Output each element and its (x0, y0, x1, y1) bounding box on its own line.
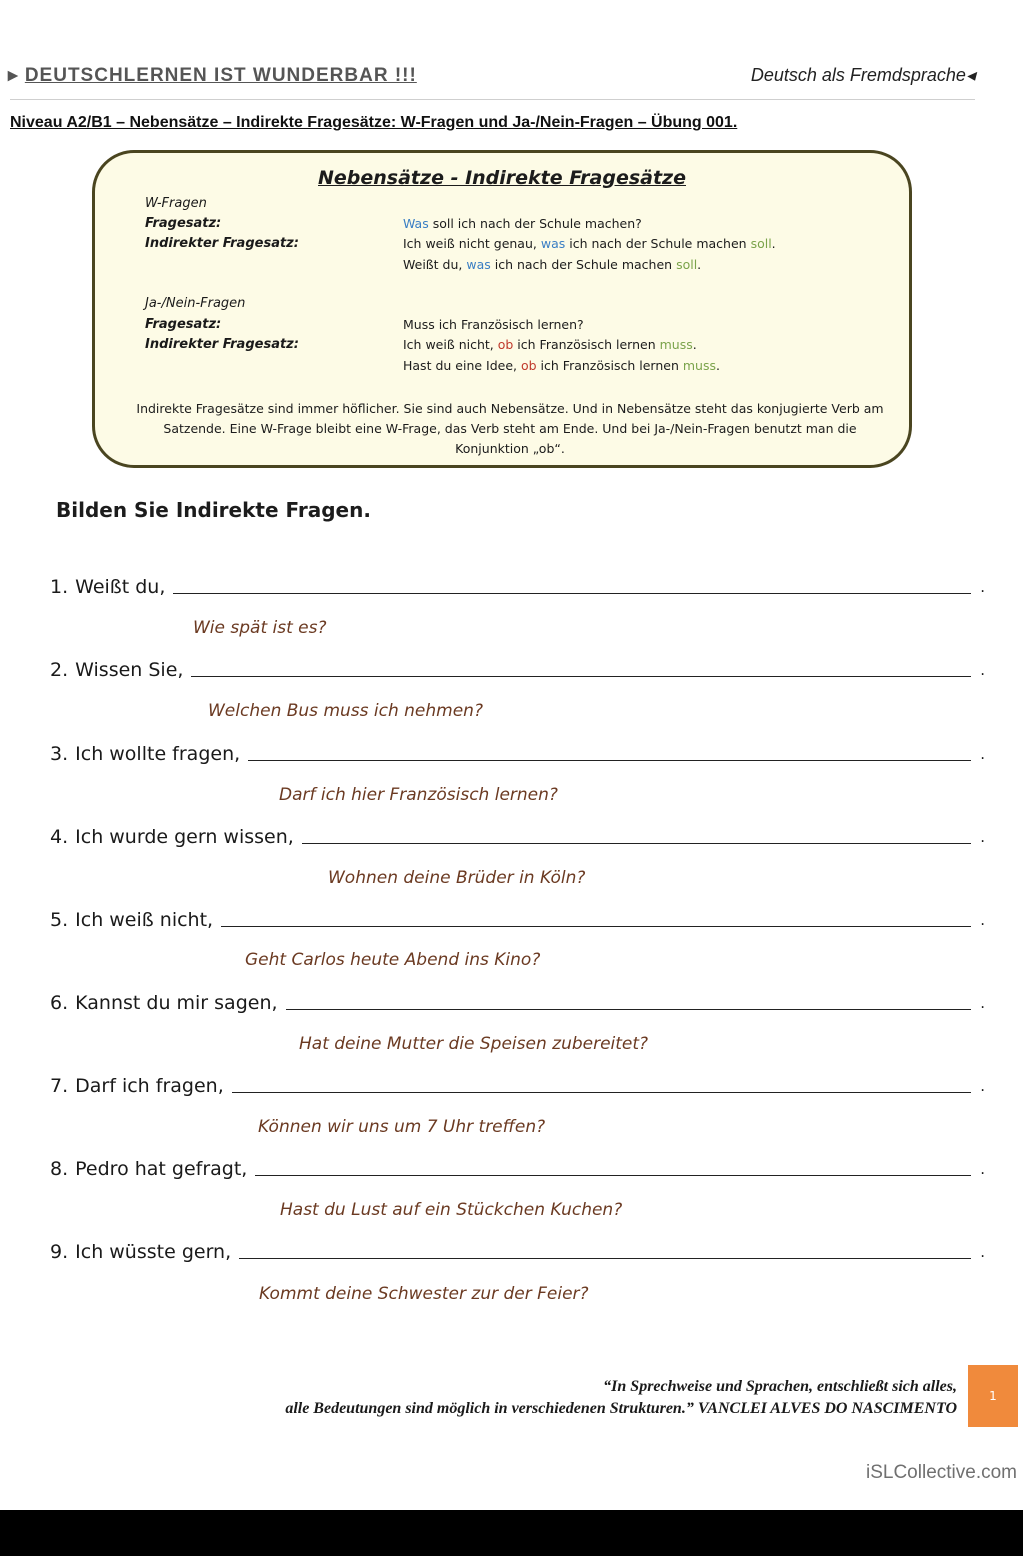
w-rest: soll ich nach der Schule machen? (428, 216, 642, 231)
text-segment: . (692, 337, 697, 352)
exercise-number: 9. (50, 1241, 69, 1263)
exercise-item-6 (50, 988, 985, 1014)
answer-line[interactable] (232, 1076, 971, 1093)
grammar-note: Indirekte Fragesätze sind immer höflicher. Sie sind auch Nebensätze. Und in Nebensätze steht das konjugierte Verb am Satzende. Eine W-Frage bleibt eine W-Frage, das Verb steht am Ende. Und bei Ja-/Nein-Fragen benutzt man die Konjunktion „ob“. (136, 401, 884, 456)
exercise-prompt: Ich wurde gern wissen, (75, 826, 294, 848)
exercise-prompt: Weißt du, (75, 576, 166, 598)
exercise-number: 4. (50, 826, 69, 848)
w-fragen-heading: W-Fragen (145, 196, 207, 211)
level-heading: Niveau A2/B1 – Nebensätze – Indirekte Fragesätze: W-Fragen und Ja-/Nein-Fragen – Übung 001. (10, 114, 738, 131)
page-number-badge: 1 (968, 1365, 1018, 1427)
w-indirekt-label: Indirekter Fragesatz: (145, 236, 299, 251)
grammar-box (92, 150, 912, 468)
exercise-question-5: Geht Carlos heute Abend ins Kino? (245, 950, 541, 970)
verb-word: soll (750, 236, 772, 251)
bullet-left-icon: ◂ (965, 65, 975, 85)
exercise-period: . (980, 911, 985, 929)
w-indirekt-example-2 (403, 257, 701, 272)
w-indirekt-example-1 (403, 236, 776, 251)
exercise-period: . (980, 745, 985, 763)
jn-indirekt-example-2 (403, 358, 720, 373)
text-segment: . (771, 236, 776, 251)
text-segment: Hast du eine Idee, (403, 358, 521, 373)
header-divider (10, 99, 975, 100)
answer-line[interactable] (221, 910, 971, 927)
exercise-number: 7. (50, 1075, 69, 1097)
exercise-item-7 (50, 1071, 985, 1097)
worksheet-title (8, 64, 417, 87)
ja-nein-heading: Ja-/Nein-Fragen (145, 296, 246, 311)
ob-word: ob (520, 358, 537, 373)
worksheet-subtitle (751, 65, 975, 86)
answer-line[interactable] (173, 577, 971, 594)
exercise-period: . (980, 661, 985, 679)
w-fragesatz-label: Fragesatz: (145, 216, 222, 231)
exercise-item-5 (50, 905, 985, 931)
grammar-box-title: Nebensätze - Indirekte Fragesätze (318, 167, 686, 189)
answer-line[interactable] (286, 993, 971, 1010)
exercise-number: 8. (50, 1158, 69, 1180)
answer-line[interactable] (248, 744, 971, 761)
answer-line[interactable] (302, 827, 971, 844)
exercise-number: 6. (50, 992, 69, 1014)
answer-line[interactable] (191, 660, 971, 677)
exercise-item-9 (50, 1237, 985, 1263)
text-segment: Ich weiß nicht, (403, 337, 498, 352)
jn-fragesatz-label: Fragesatz: (145, 317, 222, 332)
title-text: DEUTSCHLERNEN IST WUNDERBAR !!! (24, 65, 417, 86)
exercise-period: . (980, 828, 985, 846)
exercise-question-9: Kommt deine Schwester zur der Feier? (259, 1284, 589, 1304)
quote-line-2: alle Bedeutungen sind möglich in verschiedenen Strukturen.” VANCLEI ALVES DO NASCIMENTO (285, 1400, 957, 1417)
text-segment: . (697, 257, 702, 272)
jn-indirekt-example-1 (403, 337, 697, 352)
exercise-period: . (980, 578, 985, 596)
text-segment: Ich weiß nicht genau, (403, 236, 541, 251)
exercise-question-3: Darf ich hier Französisch lernen? (279, 785, 558, 805)
exercise-number: 1. (50, 576, 69, 598)
w-fragesatz-example (403, 216, 642, 231)
text-segment: ich nach der Schule machen (565, 236, 751, 251)
w-word: Was (403, 216, 429, 231)
exercise-period: . (980, 1160, 985, 1178)
verb-word: muss (659, 337, 693, 352)
exercise-question-7: Können wir uns um 7 Uhr treffen? (258, 1117, 546, 1137)
verb-word: muss (682, 358, 716, 373)
exercise-number: 3. (50, 743, 69, 765)
exercise-item-1 (50, 572, 985, 598)
text-segment: ich nach der Schule machen (490, 257, 677, 272)
exercise-prompt: Ich wollte fragen, (75, 743, 241, 765)
exercise-item-3 (50, 739, 985, 765)
instruction: Bilden Sie Indirekte Fragen. (56, 498, 371, 522)
exercise-question-8: Hast du Lust auf ein Stückchen Kuchen? (280, 1200, 623, 1220)
answer-line[interactable] (239, 1242, 971, 1259)
exercise-question-6: Hat deine Mutter die Speisen zubereitet? (299, 1034, 649, 1054)
quote-line-1: “In Sprechweise und Sprachen, entschließt sich alles, (603, 1378, 957, 1395)
text-segment: . (716, 358, 720, 373)
verb-word: soll (676, 257, 698, 272)
subtitle-text: Deutsch als Fremdsprache (750, 65, 966, 85)
exercise-prompt: Wissen Sie, (75, 659, 184, 681)
exercise-prompt: Darf ich fragen, (75, 1075, 224, 1097)
exercise-number: 2. (50, 659, 69, 681)
jn-fragesatz-example: Muss ich Französisch lernen? (403, 317, 584, 332)
text-segment: Weißt du, (403, 257, 467, 272)
w-word: was (466, 257, 491, 272)
exercise-question-2: Welchen Bus muss ich nehmen? (208, 701, 483, 721)
exercise-question-1: Wie spät ist es? (193, 618, 327, 638)
w-word: was (540, 236, 566, 251)
exercise-prompt: Kannst du mir sagen, (75, 992, 278, 1014)
exercise-period: . (980, 1243, 985, 1261)
bullet-right-icon: ▸ (8, 65, 19, 86)
jn-indirekt-label: Indirekter Fragesatz: (145, 337, 299, 352)
exercise-question-4: Wohnen deine Brüder in Köln? (328, 868, 586, 888)
footer-brand: iSLCollective.com (866, 1462, 1017, 1483)
exercise-prompt: Ich weiß nicht, (75, 909, 214, 931)
exercise-prompt: Ich wüsste gern, (75, 1241, 232, 1263)
exercise-prompt: Pedro hat gefragt, (75, 1158, 248, 1180)
exercise-item-2 (50, 655, 985, 681)
exercise-number: 5. (50, 909, 69, 931)
exercise-item-8 (50, 1154, 985, 1180)
text-segment: ich Französisch lernen (536, 358, 683, 373)
text-segment: ich Französisch lernen (513, 337, 660, 352)
exercise-item-4 (50, 822, 985, 848)
exercise-period: . (980, 994, 985, 1012)
exercise-period: . (980, 1077, 985, 1095)
ob-word: ob (497, 337, 514, 352)
bottom-black-bar (0, 1510, 1023, 1556)
answer-line[interactable] (255, 1159, 971, 1176)
